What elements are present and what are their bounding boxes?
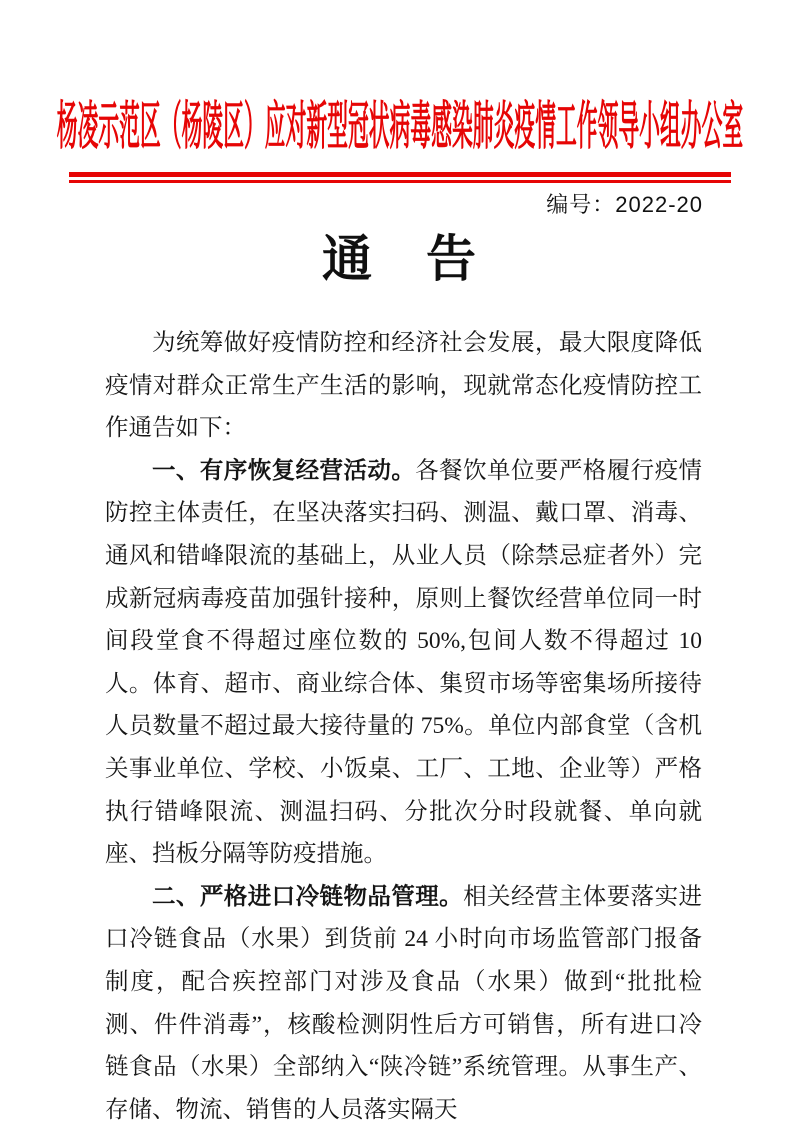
paragraph-section-1-lead: 一、有序恢复经营活动。	[152, 457, 416, 484]
paragraph-section-2-lead: 二、严格进口冷链物品管理。	[152, 883, 464, 910]
doc-title: 通 告	[322, 231, 478, 287]
doc-number: 编号：2022-20	[546, 192, 703, 217]
letterhead	[56, 98, 744, 183]
letterhead-org-title	[56, 98, 744, 162]
paragraph-section-2	[105, 876, 702, 1131]
paragraph-intro	[105, 322, 702, 450]
paragraph-section-2-text: 相关经营主体要落实进口冷链食品（水果）到货前 24 小时向市场监管部门报备制度，配合疾控部门对涉及食品（水果）做到“批批检测、件件消毒”，核酸检测阴性后方可销售，所有进口冷链食品（水果）全部纳入“陕冷链”系统管理。从事生产、存储、物流、销售的人员落实隔天	[105, 883, 703, 1123]
paragraph-section-1	[105, 450, 702, 876]
paragraph-intro-text: 为统筹做好疫情防控和经济社会发展，最大限度降低疫情对群众正常生产生活的影响，现就常态化疫情防控工作通告如下：	[105, 330, 702, 442]
letterhead-divider-line	[69, 172, 731, 183]
paragraph-section-1-text: 各餐饮单位要严格履行疫情防控主体责任，在坚决落实扫码、测温、戴口罩、消毒、通风和错峰限流的基础上，从业人员（除禁忌症者外）完成新冠病毒疫苗加强针接种，原则上餐饮经营单位同一时间段堂食不得超过座位数的 50%,包间人数不得超过 10 人。体育、超市、商业综合体、集贸市场等密集场所接待人员数量不超过最大接待量的 75%。单位内部食堂（含机关事业单位、学校、小饭桌、工厂、工地、企业等）严格执行错峰限流、测温扫码、分批次分时段就餐、单向就座、挡板分隔等防疫措施。	[105, 457, 702, 868]
doc-body	[105, 322, 702, 1131]
letterhead-org-title-text: 杨凌示范区（杨陵区）应对新型冠状病毒感染肺炎疫情工作领导小组办公室	[56, 99, 744, 156]
